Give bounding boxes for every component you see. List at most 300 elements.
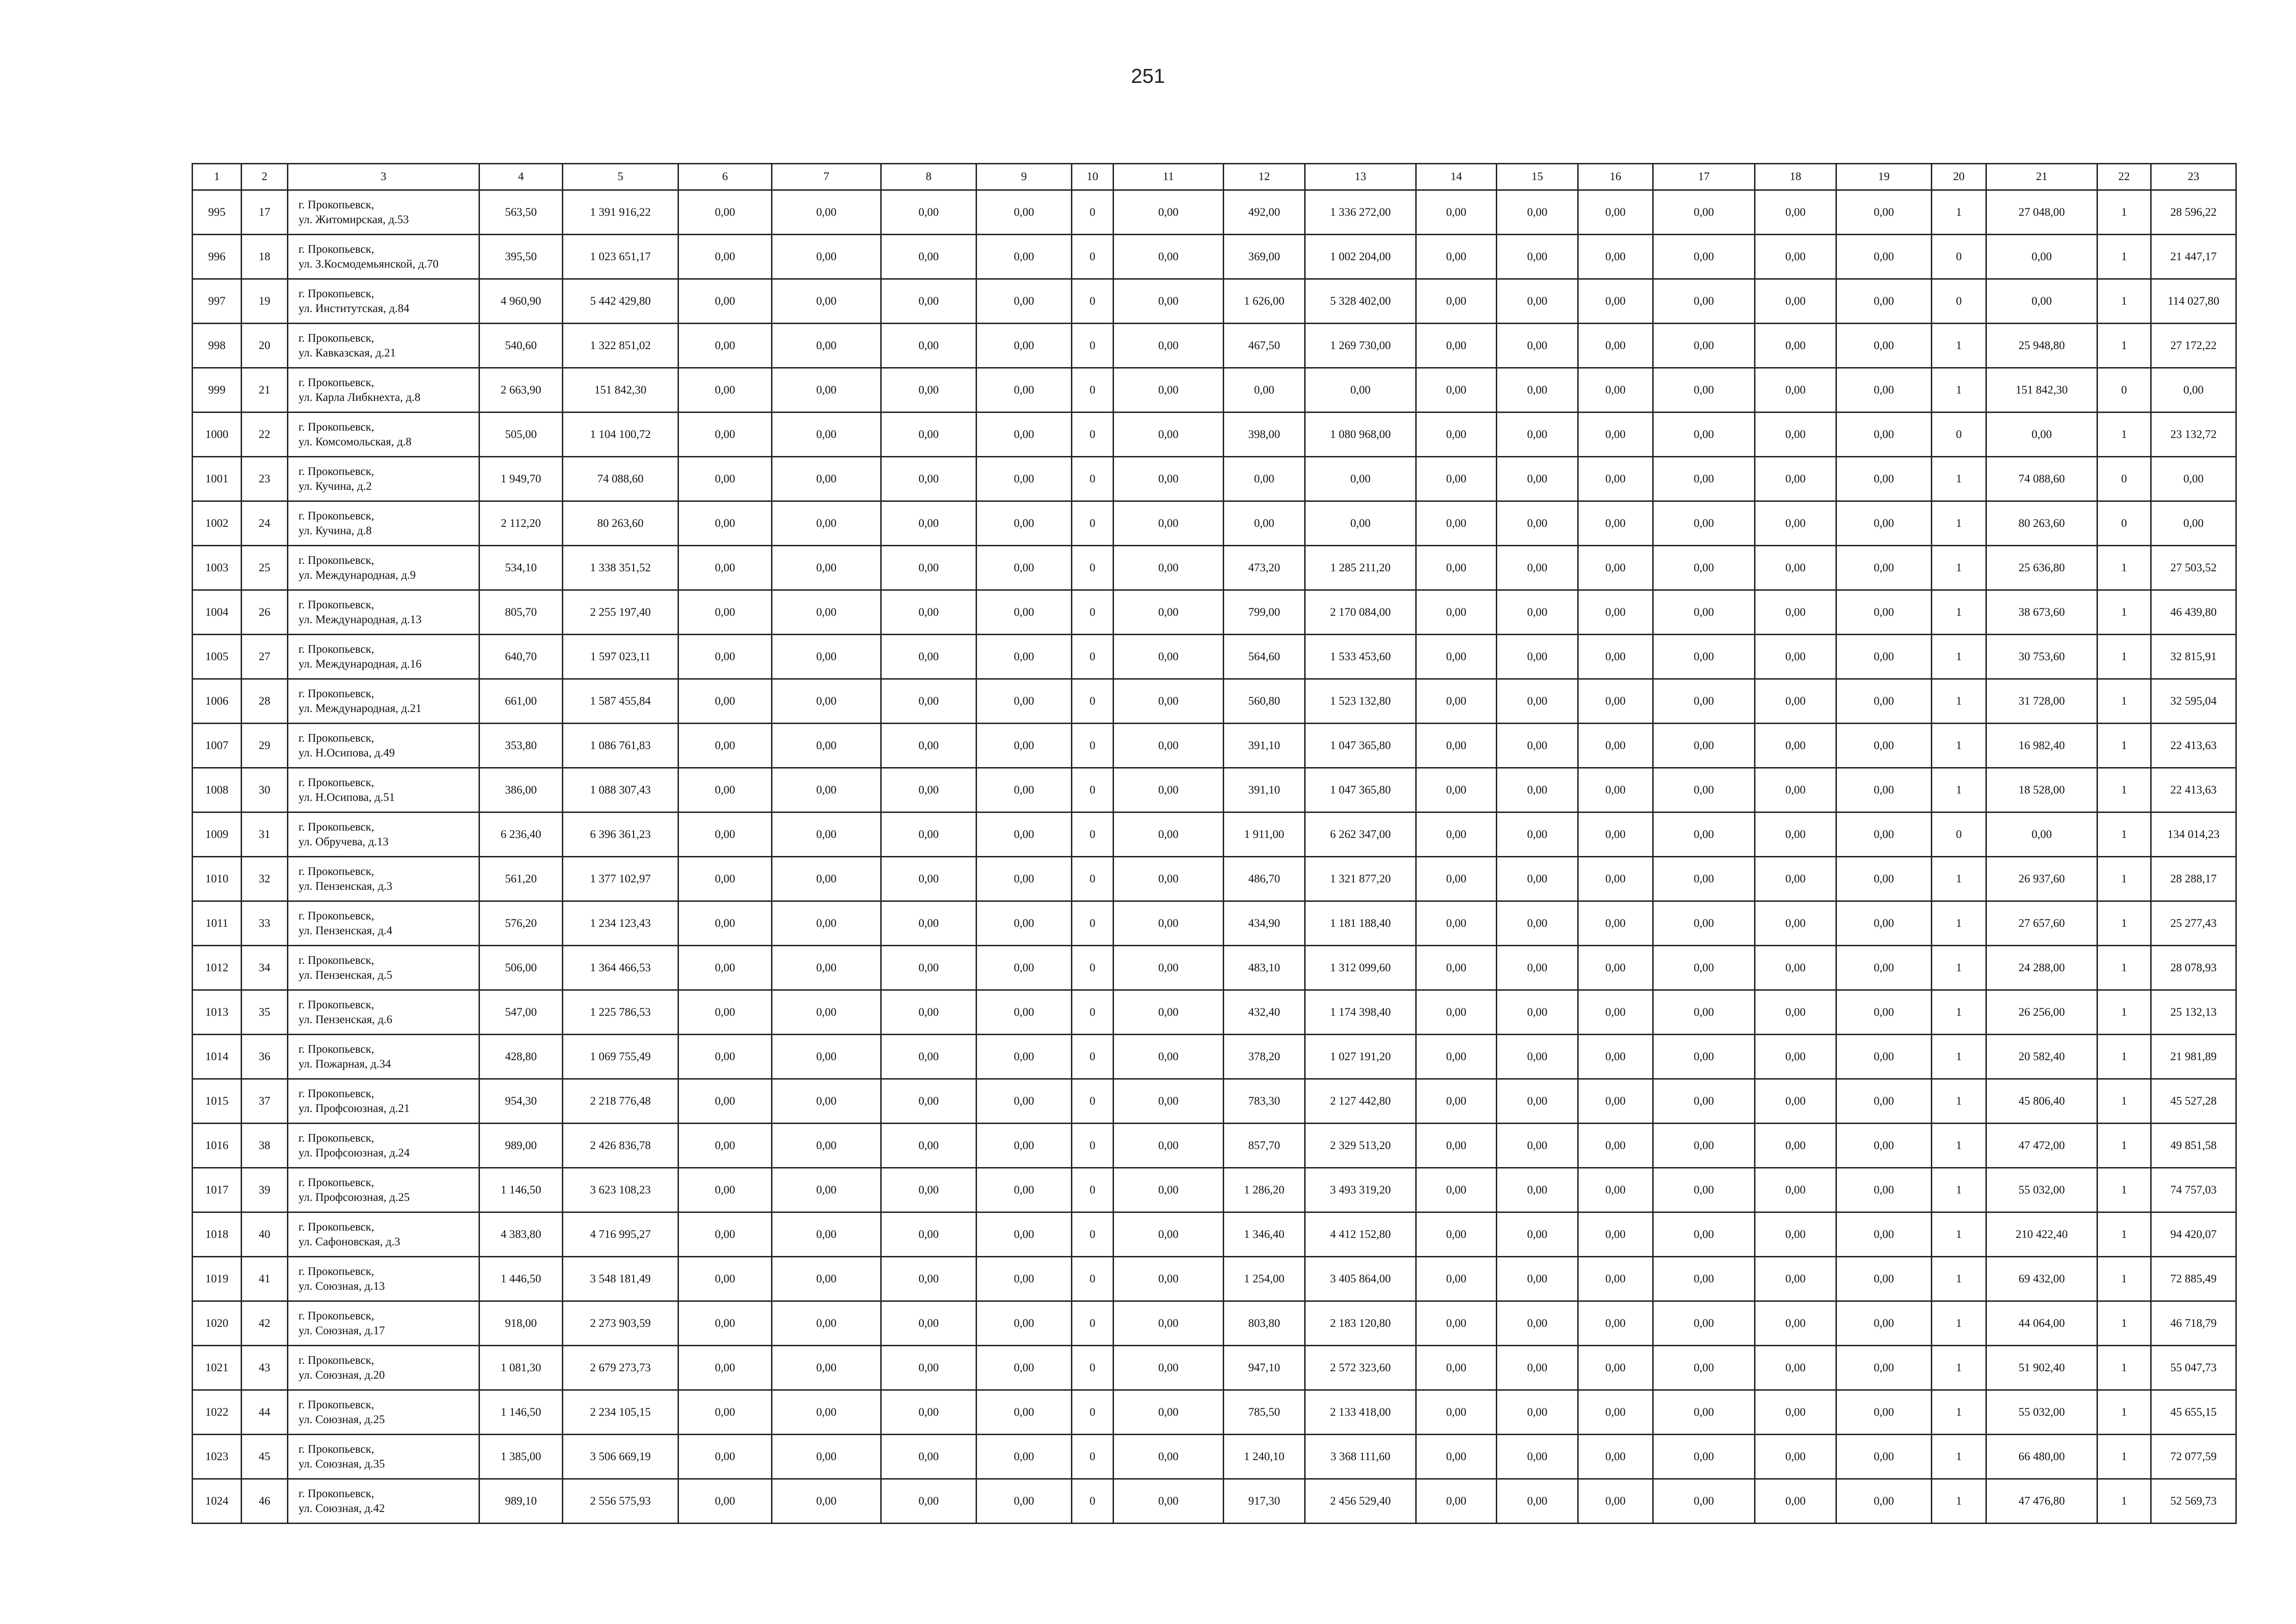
table-cell: 0,00 [1497, 1124, 1578, 1168]
table-cell: 1014 [193, 1035, 242, 1079]
table-cell: 1 [2097, 1435, 2151, 1479]
table-cell: 1011 [193, 901, 242, 946]
table-cell: 534,10 [479, 546, 563, 590]
table-cell: 29 [242, 724, 288, 768]
table-cell: 0 [1932, 412, 1986, 457]
table-cell: 0,00 [2151, 457, 2236, 501]
table-cell: 1003 [193, 546, 242, 590]
table-cell: 2 273 903,59 [563, 1301, 678, 1346]
column-header: 20 [1932, 164, 1986, 190]
table-row [193, 1168, 2236, 1212]
table-cell: 0,00 [1578, 1079, 1653, 1124]
table-cell: 0 [1072, 1035, 1114, 1079]
table-cell: 1 023 651,17 [563, 235, 678, 279]
column-header: 7 [772, 164, 881, 190]
table-cell: 1 312 099,60 [1305, 946, 1416, 990]
table-cell: 0,00 [678, 501, 772, 546]
column-header: 11 [1114, 164, 1224, 190]
table-cell: 1 174 398,40 [1305, 990, 1416, 1035]
table-cell: 0,00 [1578, 546, 1653, 590]
table-cell: 0,00 [772, 1124, 881, 1168]
table-cell: 2 255 197,40 [563, 590, 678, 635]
table-cell: 0,00 [1416, 546, 1497, 590]
table-cell: 0,00 [1578, 679, 1653, 724]
table-cell: 0,00 [1114, 1301, 1224, 1346]
table-cell: 0,00 [772, 1257, 881, 1301]
table-cell: 0,00 [881, 812, 977, 857]
table-cell: 0,00 [881, 635, 977, 679]
table-cell: 47 476,80 [1986, 1479, 2097, 1524]
address-street: ул. Н.Осипова, д.51 [299, 791, 395, 804]
table-cell: 0 [1072, 1346, 1114, 1390]
table-cell: 21 981,89 [2151, 1035, 2236, 1079]
table-cell: 27 172,22 [2151, 324, 2236, 368]
address-city: г. Прокопьевск, [299, 731, 374, 744]
table-cell: 0,00 [1578, 901, 1653, 946]
table-cell: 0,00 [881, 724, 977, 768]
table-cell: 0,00 [772, 501, 881, 546]
table-cell: 1 949,70 [479, 457, 563, 501]
address-city: г. Прокопьевск, [299, 687, 374, 700]
table-cell: 2 183 120,80 [1305, 1301, 1416, 1346]
table-cell: 45 655,15 [2151, 1390, 2236, 1435]
table-row [193, 768, 2236, 812]
table-cell: 0,00 [1755, 279, 1836, 324]
table-cell: 0,00 [881, 1435, 977, 1479]
table-cell: 0,00 [1497, 1079, 1578, 1124]
table-cell: 1023 [193, 1435, 242, 1479]
address-street: ул. Пензенская, д.4 [299, 924, 392, 937]
table-cell: 39 [242, 1168, 288, 1212]
table-cell: 0,00 [1114, 1257, 1224, 1301]
table-cell: 0,00 [1416, 1212, 1497, 1257]
table-cell: 0,00 [1653, 1479, 1755, 1524]
table-cell: 44 064,00 [1986, 1301, 2097, 1346]
table-cell: 0,00 [772, 412, 881, 457]
table-cell: 6 396 361,23 [563, 812, 678, 857]
table-cell: 1 [1932, 190, 1986, 235]
address-city: г. Прокопьевск, [299, 1265, 374, 1278]
table-cell: 0 [1072, 190, 1114, 235]
table-cell: 0,00 [1578, 501, 1653, 546]
table-cell: 0,00 [1416, 1124, 1497, 1168]
table-cell: 0,00 [1578, 812, 1653, 857]
address-street: ул. Пензенская, д.3 [299, 880, 392, 893]
table-cell: 0,00 [1836, 1390, 1932, 1435]
table-cell: 22 413,63 [2151, 768, 2236, 812]
table-cell: 0,00 [977, 590, 1072, 635]
table-cell: 20 582,40 [1986, 1035, 2097, 1079]
table-cell: 1 286,20 [1224, 1168, 1305, 1212]
address-city: г. Прокопьевск, [299, 954, 374, 967]
table-cell: 32 [242, 857, 288, 901]
table-cell: 0,00 [1653, 324, 1755, 368]
table-cell: 0,00 [1497, 546, 1578, 590]
table-cell: 0,00 [1497, 1390, 1578, 1435]
table-cell: 38 [242, 1124, 288, 1168]
table-cell: 0 [2097, 501, 2151, 546]
table-cell: 0,00 [772, 857, 881, 901]
table-cell: 1 146,50 [479, 1390, 563, 1435]
address-street: ул. Международная, д.16 [299, 657, 422, 670]
column-header: 1 [193, 164, 242, 190]
table-row [193, 1479, 2236, 1524]
table-cell: 0 [1072, 635, 1114, 679]
table-cell: 0,00 [1755, 1257, 1836, 1301]
table-cell: 3 405 864,00 [1305, 1257, 1416, 1301]
address-street: ул. Союзная, д.13 [299, 1280, 385, 1293]
table-cell: 45 527,28 [2151, 1079, 2236, 1124]
table-cell: 2 426 836,78 [563, 1124, 678, 1168]
table-cell: 0,00 [977, 1301, 1072, 1346]
table-cell: 0,00 [1416, 235, 1497, 279]
table-cell: 0,00 [977, 1479, 1072, 1524]
table-cell: 1 [2097, 857, 2151, 901]
table-cell: 0,00 [1497, 279, 1578, 324]
table-cell: 432,40 [1224, 990, 1305, 1035]
column-header: 14 [1416, 164, 1497, 190]
table-row [193, 1124, 2236, 1168]
table-cell: 0,00 [1836, 724, 1932, 768]
address-city: г. Прокопьевск, [299, 420, 374, 433]
table-cell: 0,00 [1114, 1124, 1224, 1168]
table-cell: 0,00 [1578, 724, 1653, 768]
table-cell: 0,00 [881, 501, 977, 546]
address-street: ул. Союзная, д.25 [299, 1413, 385, 1426]
table-cell: 0,00 [1755, 368, 1836, 412]
column-header: 18 [1755, 164, 1836, 190]
table-cell: 0,00 [1578, 1035, 1653, 1079]
table-cell: 0,00 [1114, 768, 1224, 812]
table-cell: 25 948,80 [1986, 324, 2097, 368]
table-cell: 0,00 [1578, 857, 1653, 901]
table-cell: 2 170 084,00 [1305, 590, 1416, 635]
table-cell: 25 132,13 [2151, 990, 2236, 1035]
table-cell: 44 [242, 1390, 288, 1435]
table-cell: 0,00 [1416, 412, 1497, 457]
table-cell: 74 757,03 [2151, 1168, 2236, 1212]
column-header: 12 [1224, 164, 1305, 190]
table-cell: 72 077,59 [2151, 1435, 2236, 1479]
address-city: г. Прокопьевск, [299, 1309, 374, 1322]
table-cell: 0,00 [1653, 1257, 1755, 1301]
table-cell: 1012 [193, 946, 242, 990]
table-cell: 0,00 [678, 901, 772, 946]
table-cell: 0,00 [772, 724, 881, 768]
table-cell: 72 885,49 [2151, 1257, 2236, 1301]
table-cell: 0,00 [1653, 235, 1755, 279]
table-cell: 0,00 [1416, 679, 1497, 724]
table-cell: 0,00 [1836, 946, 1932, 990]
table-cell: 0,00 [977, 1168, 1072, 1212]
table-cell: 0,00 [1986, 412, 2097, 457]
table-cell: 5 442 429,80 [563, 279, 678, 324]
table-row [193, 1079, 2236, 1124]
table-cell: 36 [242, 1035, 288, 1079]
table-cell: 0 [1072, 812, 1114, 857]
table-cell: 1024 [193, 1479, 242, 1524]
table-cell: 26 [242, 590, 288, 635]
table-row [193, 901, 2236, 946]
table-cell: 80 263,60 [1986, 501, 2097, 546]
table-cell: 23 [242, 457, 288, 501]
table-cell: 0,00 [1114, 190, 1224, 235]
table-cell: 0,00 [678, 368, 772, 412]
page-number: 251 [1131, 65, 1165, 87]
table-cell: 94 420,07 [2151, 1212, 2236, 1257]
address-street: ул. Международная, д.21 [299, 702, 422, 715]
table-cell: 1 [1932, 1124, 1986, 1168]
table-cell: 395,50 [479, 235, 563, 279]
table-cell: 0,00 [881, 590, 977, 635]
table-cell: 0,00 [1653, 724, 1755, 768]
table-cell: 0,00 [881, 1479, 977, 1524]
table-cell: 0 [1072, 279, 1114, 324]
table-cell: 0,00 [1836, 590, 1932, 635]
table-cell: 0,00 [881, 768, 977, 812]
table-cell: 0,00 [1578, 1390, 1653, 1435]
table-cell: 0,00 [678, 279, 772, 324]
table-cell: 2 329 513,20 [1305, 1124, 1416, 1168]
table-cell: 0,00 [1497, 1212, 1578, 1257]
table-cell: 1 088 307,43 [563, 768, 678, 812]
table-cell: 0,00 [1416, 1479, 1497, 1524]
table-cell: 1 364 466,53 [563, 946, 678, 990]
table-cell: 0,00 [1653, 368, 1755, 412]
table-cell: 0 [1072, 546, 1114, 590]
table-cell: 27 048,00 [1986, 190, 2097, 235]
table-cell: 0,00 [1836, 1212, 1932, 1257]
table-cell: 0,00 [1755, 679, 1836, 724]
table-cell: 0,00 [1114, 324, 1224, 368]
table-cell: 0,00 [881, 412, 977, 457]
table-cell: 24 288,00 [1986, 946, 2097, 990]
table-cell: 0,00 [1653, 1124, 1755, 1168]
table-cell: 1 [1932, 1301, 1986, 1346]
table-cell: 0,00 [1836, 1168, 1932, 1212]
table-cell: 0,00 [1497, 412, 1578, 457]
table-cell: 1 285 211,20 [1305, 546, 1416, 590]
table-cell: 0,00 [772, 1079, 881, 1124]
table-cell: 0,00 [1755, 990, 1836, 1035]
table-cell: 38 673,60 [1986, 590, 2097, 635]
table-cell: 1 [2097, 235, 2151, 279]
table-cell: 20 [242, 324, 288, 368]
table-cell: 0,00 [772, 1346, 881, 1390]
table-cell: 0,00 [1305, 368, 1416, 412]
address-cell [288, 324, 479, 368]
table-cell: 0,00 [977, 1124, 1072, 1168]
table-cell: 21 [242, 368, 288, 412]
table-cell: 2 234 105,15 [563, 1390, 678, 1435]
table-cell: 1 [1932, 1212, 1986, 1257]
table-cell: 1 146,50 [479, 1168, 563, 1212]
table-cell: 0,00 [1578, 1124, 1653, 1168]
table-cell: 0,00 [1497, 635, 1578, 679]
table-cell: 1018 [193, 1212, 242, 1257]
table-cell: 3 506 669,19 [563, 1435, 678, 1479]
table-cell: 0 [1072, 1301, 1114, 1346]
table-cell: 0,00 [678, 1035, 772, 1079]
table-cell: 46 439,80 [2151, 590, 2236, 635]
table-cell: 0,00 [1114, 1435, 1224, 1479]
table-cell: 0,00 [1416, 1435, 1497, 1479]
address-city: г. Прокопьевск, [299, 598, 374, 611]
table-cell: 1 [2097, 990, 2151, 1035]
table-cell: 0,00 [977, 635, 1072, 679]
table-cell: 0,00 [1653, 812, 1755, 857]
table-cell: 42 [242, 1301, 288, 1346]
table-cell: 0,00 [881, 1035, 977, 1079]
table-cell: 0,00 [1578, 946, 1653, 990]
table-cell: 0 [1072, 590, 1114, 635]
table-cell: 1 346,40 [1224, 1212, 1305, 1257]
table-cell: 1 181 188,40 [1305, 901, 1416, 946]
table-cell: 1 [1932, 857, 1986, 901]
address-street: ул. Пожарная, д.34 [299, 1057, 391, 1070]
table-cell: 0,00 [1114, 368, 1224, 412]
address-cell [288, 1079, 479, 1124]
table-cell: 0,00 [1114, 679, 1224, 724]
table-cell: 0,00 [977, 368, 1072, 412]
table-cell: 4 383,80 [479, 1212, 563, 1257]
table-cell: 1 254,00 [1224, 1257, 1305, 1301]
table-cell: 0,00 [1836, 1257, 1932, 1301]
address-street: ул. Сафоновская, д.3 [299, 1235, 400, 1248]
table-cell: 505,00 [479, 412, 563, 457]
table-cell: 486,70 [1224, 857, 1305, 901]
table-cell: 564,60 [1224, 635, 1305, 679]
table-cell: 1006 [193, 679, 242, 724]
table-cell: 1 [2097, 1168, 2151, 1212]
table-cell: 0,00 [1755, 1435, 1836, 1479]
table-cell: 55 032,00 [1986, 1168, 2097, 1212]
table-cell: 0,00 [977, 324, 1072, 368]
table-cell: 0,00 [881, 901, 977, 946]
table-cell: 0,00 [1497, 1346, 1578, 1390]
table-cell: 1 080 968,00 [1305, 412, 1416, 457]
table-cell: 995 [193, 190, 242, 235]
table-cell: 0,00 [1416, 279, 1497, 324]
table-cell: 1 [1932, 1257, 1986, 1301]
address-street: ул. Профсоюзная, д.25 [299, 1191, 410, 1204]
table-cell: 0,00 [1114, 635, 1224, 679]
table-cell: 28 288,17 [2151, 857, 2236, 901]
table-cell: 1 [1932, 1079, 1986, 1124]
table-cell: 21 447,17 [2151, 235, 2236, 279]
table-cell: 1017 [193, 1168, 242, 1212]
table-cell: 31 728,00 [1986, 679, 2097, 724]
table-cell: 506,00 [479, 946, 563, 990]
table-cell: 0,00 [1836, 901, 1932, 946]
address-cell [288, 1124, 479, 1168]
table-cell: 1 [2097, 1390, 2151, 1435]
table-cell: 0,00 [1755, 1168, 1836, 1212]
table-cell: 26 256,00 [1986, 990, 2097, 1035]
table-cell: 428,80 [479, 1035, 563, 1079]
table-cell: 0,00 [1653, 1035, 1755, 1079]
column-header: 13 [1305, 164, 1416, 190]
table-cell: 30 753,60 [1986, 635, 2097, 679]
table-cell: 28 078,93 [2151, 946, 2236, 990]
table-cell: 0,00 [1755, 412, 1836, 457]
table-cell: 0,00 [1114, 279, 1224, 324]
table-cell: 0,00 [1755, 324, 1836, 368]
table-cell: 0,00 [881, 235, 977, 279]
table-cell: 0 [1072, 990, 1114, 1035]
table-cell: 0,00 [1836, 1035, 1932, 1079]
address-cell [288, 546, 479, 590]
table-cell: 0,00 [1653, 768, 1755, 812]
table-cell: 1 [2097, 324, 2151, 368]
table-cell: 0,00 [1755, 457, 1836, 501]
table-cell: 1000 [193, 412, 242, 457]
table-cell: 0,00 [1416, 1346, 1497, 1390]
table-cell: 0,00 [678, 1124, 772, 1168]
table-cell: 391,10 [1224, 768, 1305, 812]
table-cell: 1 [2097, 590, 2151, 635]
table-cell: 0,00 [1755, 1035, 1836, 1079]
table-cell: 1 [1932, 1346, 1986, 1390]
table-cell: 74 088,60 [1986, 457, 2097, 501]
table-cell: 32 595,04 [2151, 679, 2236, 724]
table-cell: 0,00 [1653, 946, 1755, 990]
table-cell: 0,00 [1416, 1168, 1497, 1212]
table-cell: 4 960,90 [479, 279, 563, 324]
table-cell: 783,30 [1224, 1079, 1305, 1124]
table-cell: 0 [1072, 857, 1114, 901]
table-cell: 1 [1932, 1479, 1986, 1524]
table-cell: 1 104 100,72 [563, 412, 678, 457]
table-row [193, 1257, 2236, 1301]
table-cell: 0,00 [1114, 1079, 1224, 1124]
table-cell: 80 263,60 [563, 501, 678, 546]
table-cell: 0,00 [1416, 368, 1497, 412]
address-cell [288, 1390, 479, 1435]
table-cell: 0 [1072, 501, 1114, 546]
table-cell: 35 [242, 990, 288, 1035]
table-cell: 0,00 [1305, 501, 1416, 546]
table-row [193, 590, 2236, 635]
address-cell [288, 901, 479, 946]
table-cell: 999 [193, 368, 242, 412]
table-cell: 1 [1932, 901, 1986, 946]
table-cell: 0,00 [1114, 990, 1224, 1035]
table-cell: 0,00 [977, 1257, 1072, 1301]
table-cell: 0,00 [977, 901, 1072, 946]
column-header: 22 [2097, 164, 2151, 190]
table-cell: 0,00 [1653, 190, 1755, 235]
address-city: г. Прокопьевск, [299, 1443, 374, 1455]
table-cell: 51 902,40 [1986, 1346, 2097, 1390]
table-cell: 1 [2097, 679, 2151, 724]
table-cell: 0,00 [1305, 457, 1416, 501]
address-cell [288, 1301, 479, 1346]
table-cell: 0 [1072, 1479, 1114, 1524]
table-cell: 0,00 [1755, 1124, 1836, 1168]
table-row [193, 412, 2236, 457]
table-cell: 0,00 [977, 1035, 1072, 1079]
table-cell: 0,00 [1416, 990, 1497, 1035]
table-cell: 0,00 [1497, 724, 1578, 768]
table-cell: 1 338 351,52 [563, 546, 678, 590]
table-cell: 799,00 [1224, 590, 1305, 635]
table-cell: 1 027 191,20 [1305, 1035, 1416, 1079]
table-cell: 0,00 [678, 1435, 772, 1479]
table-cell: 0,00 [772, 1301, 881, 1346]
table-cell: 0,00 [2151, 501, 2236, 546]
column-header: 8 [881, 164, 977, 190]
